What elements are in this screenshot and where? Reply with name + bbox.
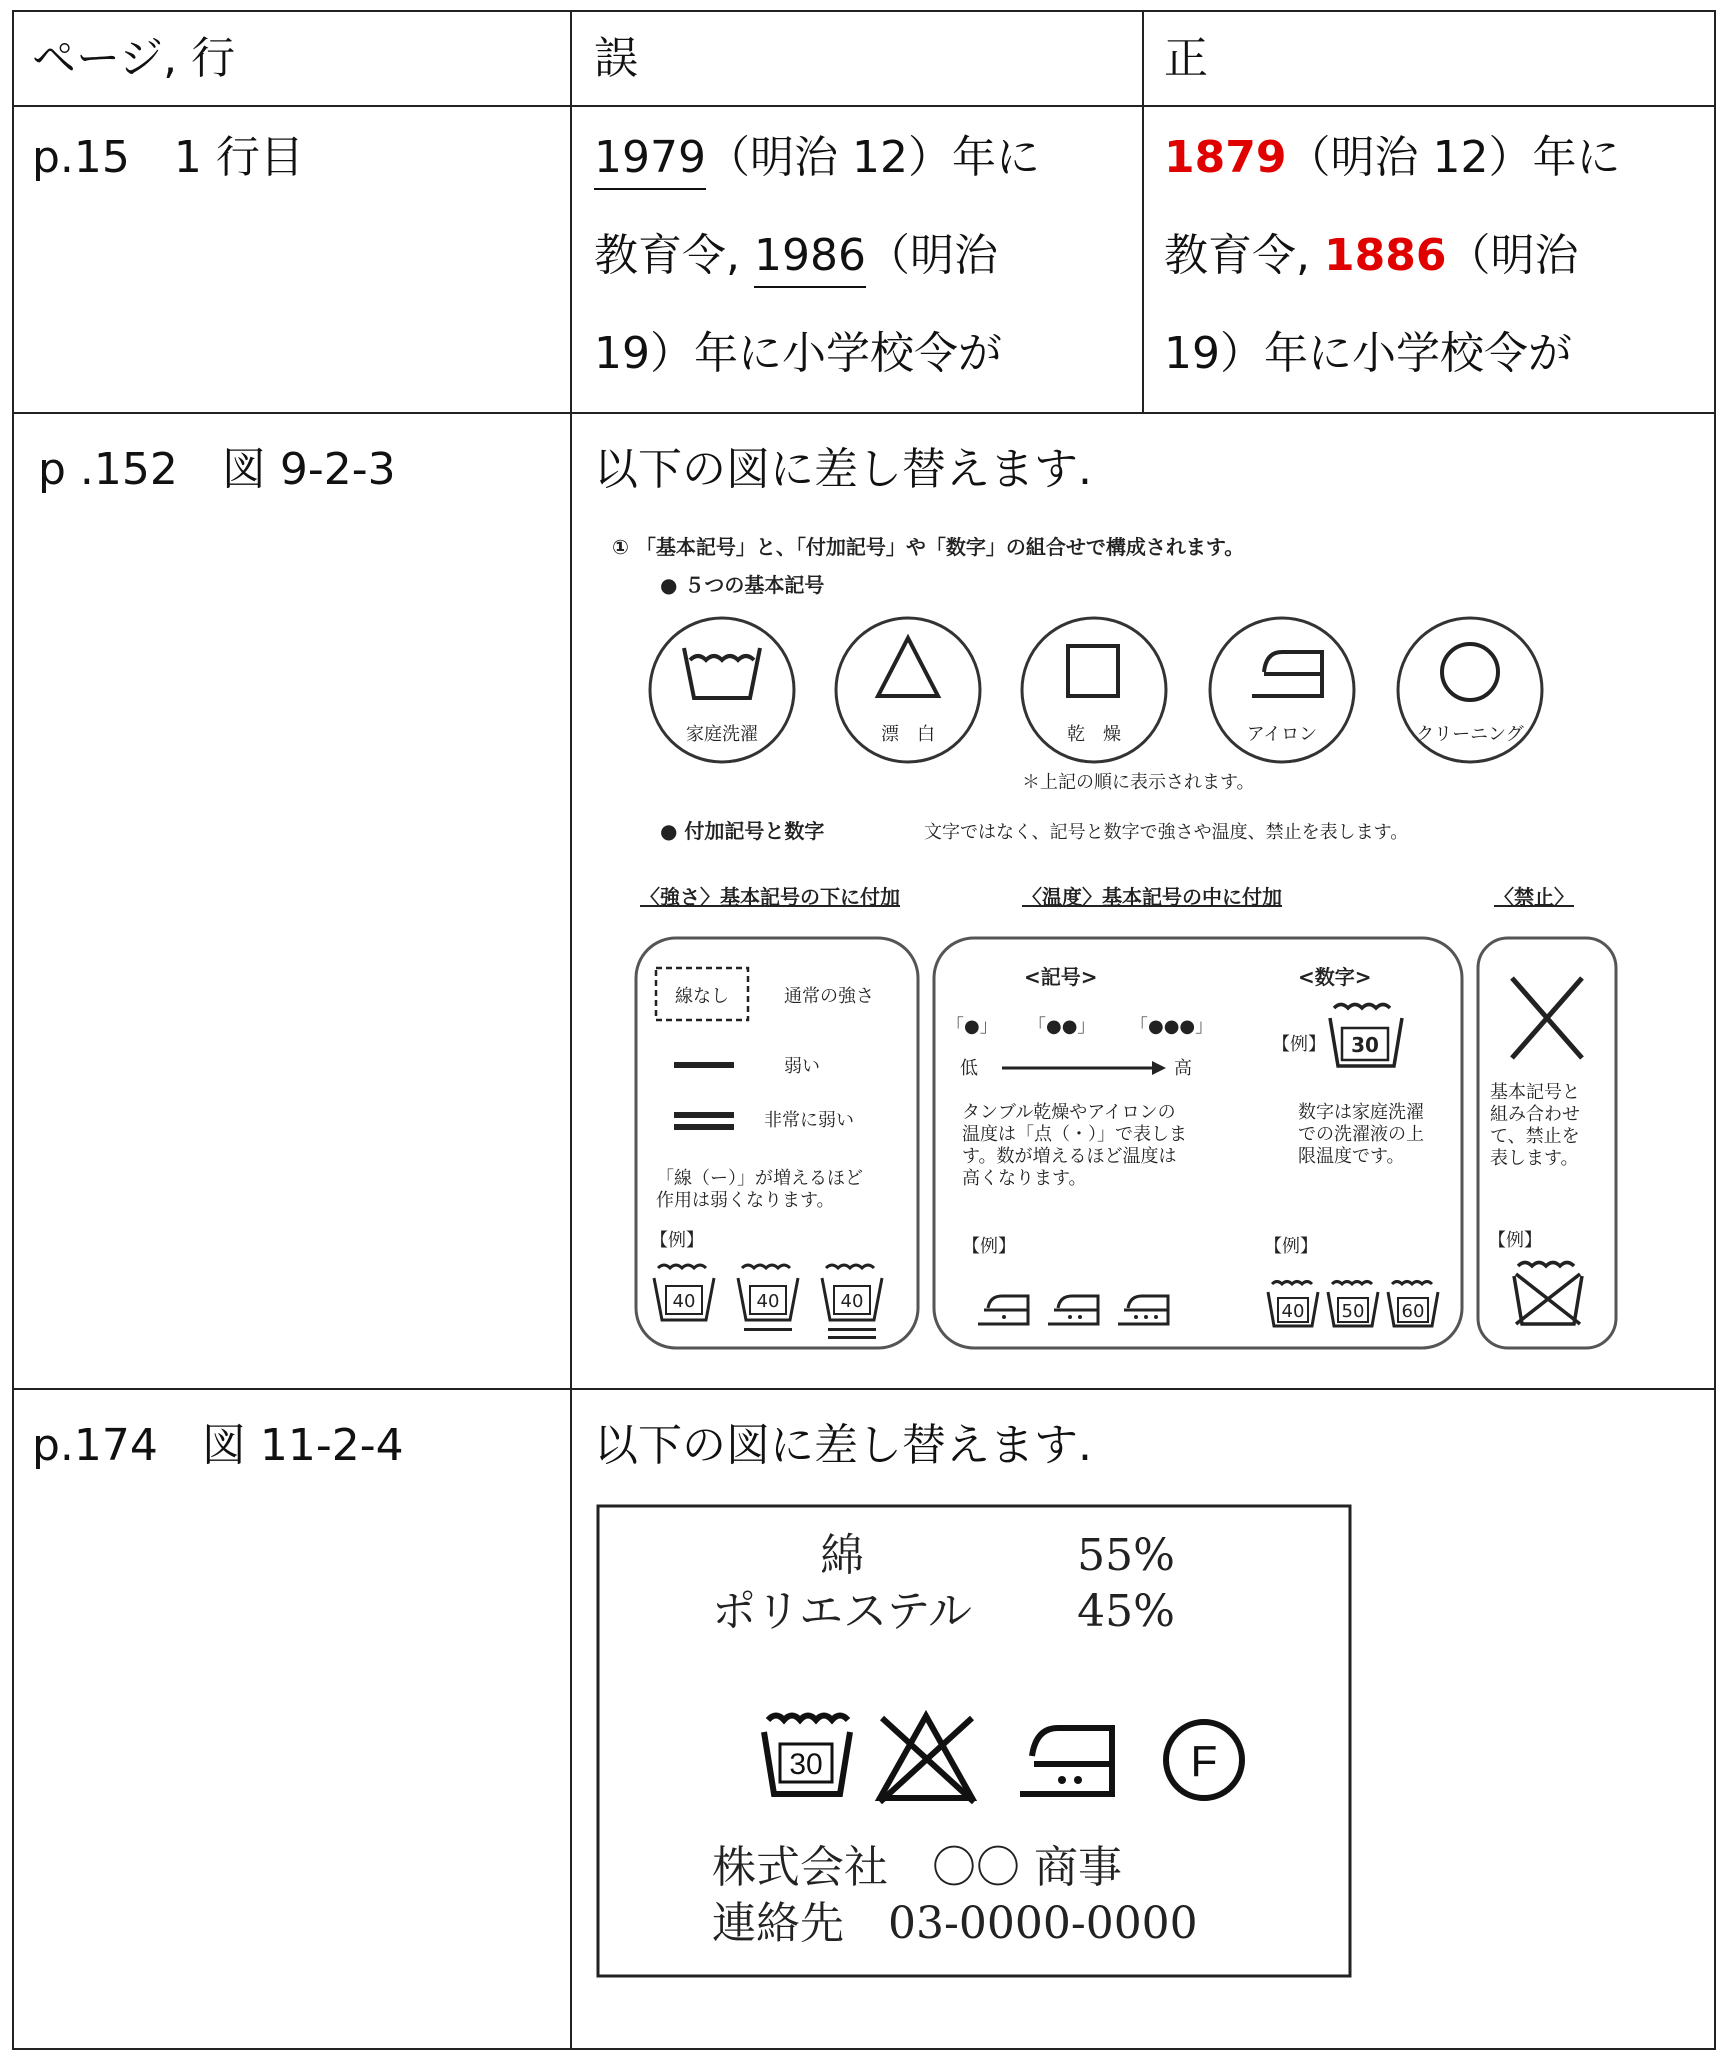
correct-year-2: 1886: [1323, 230, 1447, 281]
extra-heading: ● 付加記号と数字: [660, 819, 825, 843]
fig-title: ① 「基本記号」と、「付加記号」や「数字」の組合せで構成されます。: [612, 535, 1245, 559]
example-label: 【例】: [1264, 1236, 1318, 1257]
wash-value: 40: [756, 1291, 780, 1312]
correct-year-1: 1879: [1164, 132, 1287, 183]
high-label: 高: [1174, 1058, 1192, 1079]
material-name: 綿: [820, 1530, 864, 1581]
wash-30-icon: [1330, 1005, 1402, 1067]
table-border-top: [12, 10, 1716, 12]
wash-60-icon: [1388, 1282, 1438, 1327]
text: （明治: [1446, 230, 1579, 281]
material-name: ポリエステル: [711, 1586, 973, 1637]
cross-icon: [1512, 978, 1582, 1058]
table-border-left: [12, 10, 14, 2050]
iron-high-icon: [1118, 1296, 1168, 1324]
order-note: ＊上記の順に表示されます。: [1022, 772, 1255, 793]
header-wrong: 誤: [594, 33, 638, 84]
dry-clean-mark: F: [1190, 1737, 1218, 1786]
dot-note: す。数が増えるほど温度は: [962, 1146, 1177, 1167]
weak-label: 弱い: [784, 1056, 820, 1077]
wash-value: 60: [1401, 1301, 1425, 1322]
errata-table: [12, 10, 1716, 2050]
wrong-year-2: 1986: [754, 226, 866, 288]
wash-50-icon: [1328, 1282, 1378, 1327]
basic-label: 漂 白: [881, 724, 935, 745]
text: （明治 12）年に: [705, 132, 1040, 183]
row1-ref: p.15 1 行目: [32, 132, 304, 183]
dot-one: 「●」: [946, 1016, 998, 1037]
row1-correct-line2: [1164, 208, 1578, 303]
num-note: 限温度です。: [1298, 1146, 1405, 1167]
none-box-label: 線なし: [675, 986, 729, 1007]
normal-label: 通常の強さ: [784, 986, 874, 1007]
ban-note: て、禁止を: [1490, 1126, 1580, 1147]
ban-note: 基本記号と: [1490, 1082, 1580, 1103]
example-label: 【例】: [650, 1230, 704, 1251]
material-percent: 45%: [1077, 1586, 1175, 1637]
wash-basic-icon: [650, 618, 794, 762]
text: （明治: [865, 230, 998, 281]
wash-value: 30: [789, 1748, 823, 1781]
iron-basic-icon: [1210, 618, 1354, 762]
care-symbols-figure: [612, 528, 1632, 1358]
header-correct: 正: [1164, 33, 1208, 84]
table-border: [12, 105, 1716, 107]
basic-label: クリーニング: [1416, 724, 1524, 745]
very-weak-label: 非常に弱い: [764, 1110, 854, 1131]
iron-medium-icon: [1048, 1296, 1098, 1324]
company-name: 株式会社 〇〇 商事: [712, 1842, 1122, 1893]
sec-ban: 〈禁止〉: [1494, 885, 1574, 909]
strength-note: 「線（ー）」が増えるほど: [656, 1168, 863, 1189]
row3-note: 以下の図に差し替えます.: [594, 1420, 1092, 1471]
table-border: [12, 1388, 1716, 1390]
num-note: での洗濯液の上: [1298, 1124, 1424, 1145]
num-head: <数字>: [1298, 965, 1372, 989]
no-wash-icon: [1514, 1263, 1582, 1325]
wash-value: 30: [1351, 1033, 1379, 1057]
basic-label: 乾 燥: [1067, 724, 1121, 745]
dot-note: タンブル乾燥やアイロンの: [962, 1102, 1176, 1123]
sym-head: <記号>: [1024, 965, 1098, 989]
basic-label: 家庭洗濯: [686, 724, 758, 745]
contact-line: 連絡先 03-0000-0000: [712, 1898, 1198, 1949]
table-border: [12, 412, 1716, 414]
wash-40-icon: [654, 1265, 714, 1320]
table-border: [1142, 10, 1144, 413]
cleaning-basic-icon: [1398, 618, 1542, 762]
wash-value: 40: [1281, 1301, 1305, 1322]
example-label: 【例】: [962, 1236, 1016, 1257]
wash-40-weak-icon: [738, 1265, 798, 1331]
row1-correct-line3: 19）年に小学校令が: [1164, 328, 1572, 379]
low-label: 低: [960, 1058, 978, 1079]
material-percent: 55%: [1077, 1530, 1175, 1581]
row1-wrong-line3: 19）年に小学校令が: [594, 328, 1002, 379]
table-border-bottom: [12, 2048, 1716, 2050]
wash-value: 40: [840, 1291, 864, 1312]
dot-note: 高くなります。: [962, 1168, 1087, 1189]
iron-low-icon: [978, 1296, 1028, 1324]
wash-value: 50: [1341, 1301, 1365, 1322]
dot-note: 温度は「点（・）」で表しま: [962, 1124, 1187, 1145]
header-page-line: ページ, 行: [32, 33, 236, 84]
sec-temp: 〈温度〉基本記号の中に付加: [1022, 885, 1282, 909]
table-border: [570, 10, 572, 2050]
table-border-right: [1714, 10, 1716, 2050]
text: （明治 12）年に: [1286, 132, 1621, 183]
row3-ref: p.174 図 11-2-4: [32, 1420, 404, 1471]
dot-three: 「●●●」: [1130, 1016, 1214, 1037]
wash-40-very-weak-icon: [822, 1265, 882, 1339]
wash-40-icon: [1268, 1282, 1318, 1327]
row2-note: 以下の図に差し替えます.: [594, 444, 1092, 495]
wrong-year-1: 1979: [594, 128, 706, 190]
row2-ref: p .152 図 9-2-3: [38, 444, 396, 495]
row1-wrong: [594, 110, 1040, 205]
basic-label: アイロン: [1246, 724, 1318, 745]
text: 教育令,: [594, 230, 754, 281]
ban-note: 表します。: [1490, 1148, 1579, 1169]
example-label: 【例】: [1488, 1230, 1542, 1251]
dot-two: 「●●」: [1028, 1016, 1096, 1037]
num-note: 数字は家庭洗濯: [1298, 1102, 1424, 1123]
ban-note: 組み合わせ: [1490, 1104, 1580, 1125]
bleach-basic-icon: [836, 618, 980, 762]
row1-correct: [1164, 110, 1620, 205]
fig-basic-heading: ● ５つの基本記号: [660, 573, 825, 597]
dry-basic-icon: [1022, 618, 1166, 762]
sec-strength: 〈強さ〉基本記号の下に付加: [640, 885, 900, 909]
wash-value: 40: [672, 1291, 696, 1312]
care-label-figure: [596, 1504, 1356, 1984]
row1-wrong-line2: [594, 208, 998, 303]
text: 教育令,: [1164, 230, 1324, 281]
temp-example-label: 【例】: [1272, 1034, 1326, 1055]
extra-desc: 文字ではなく、記号と数字で強さや温度、禁止を表します。: [924, 822, 1409, 843]
strength-note: 作用は弱くなります。: [656, 1190, 835, 1211]
